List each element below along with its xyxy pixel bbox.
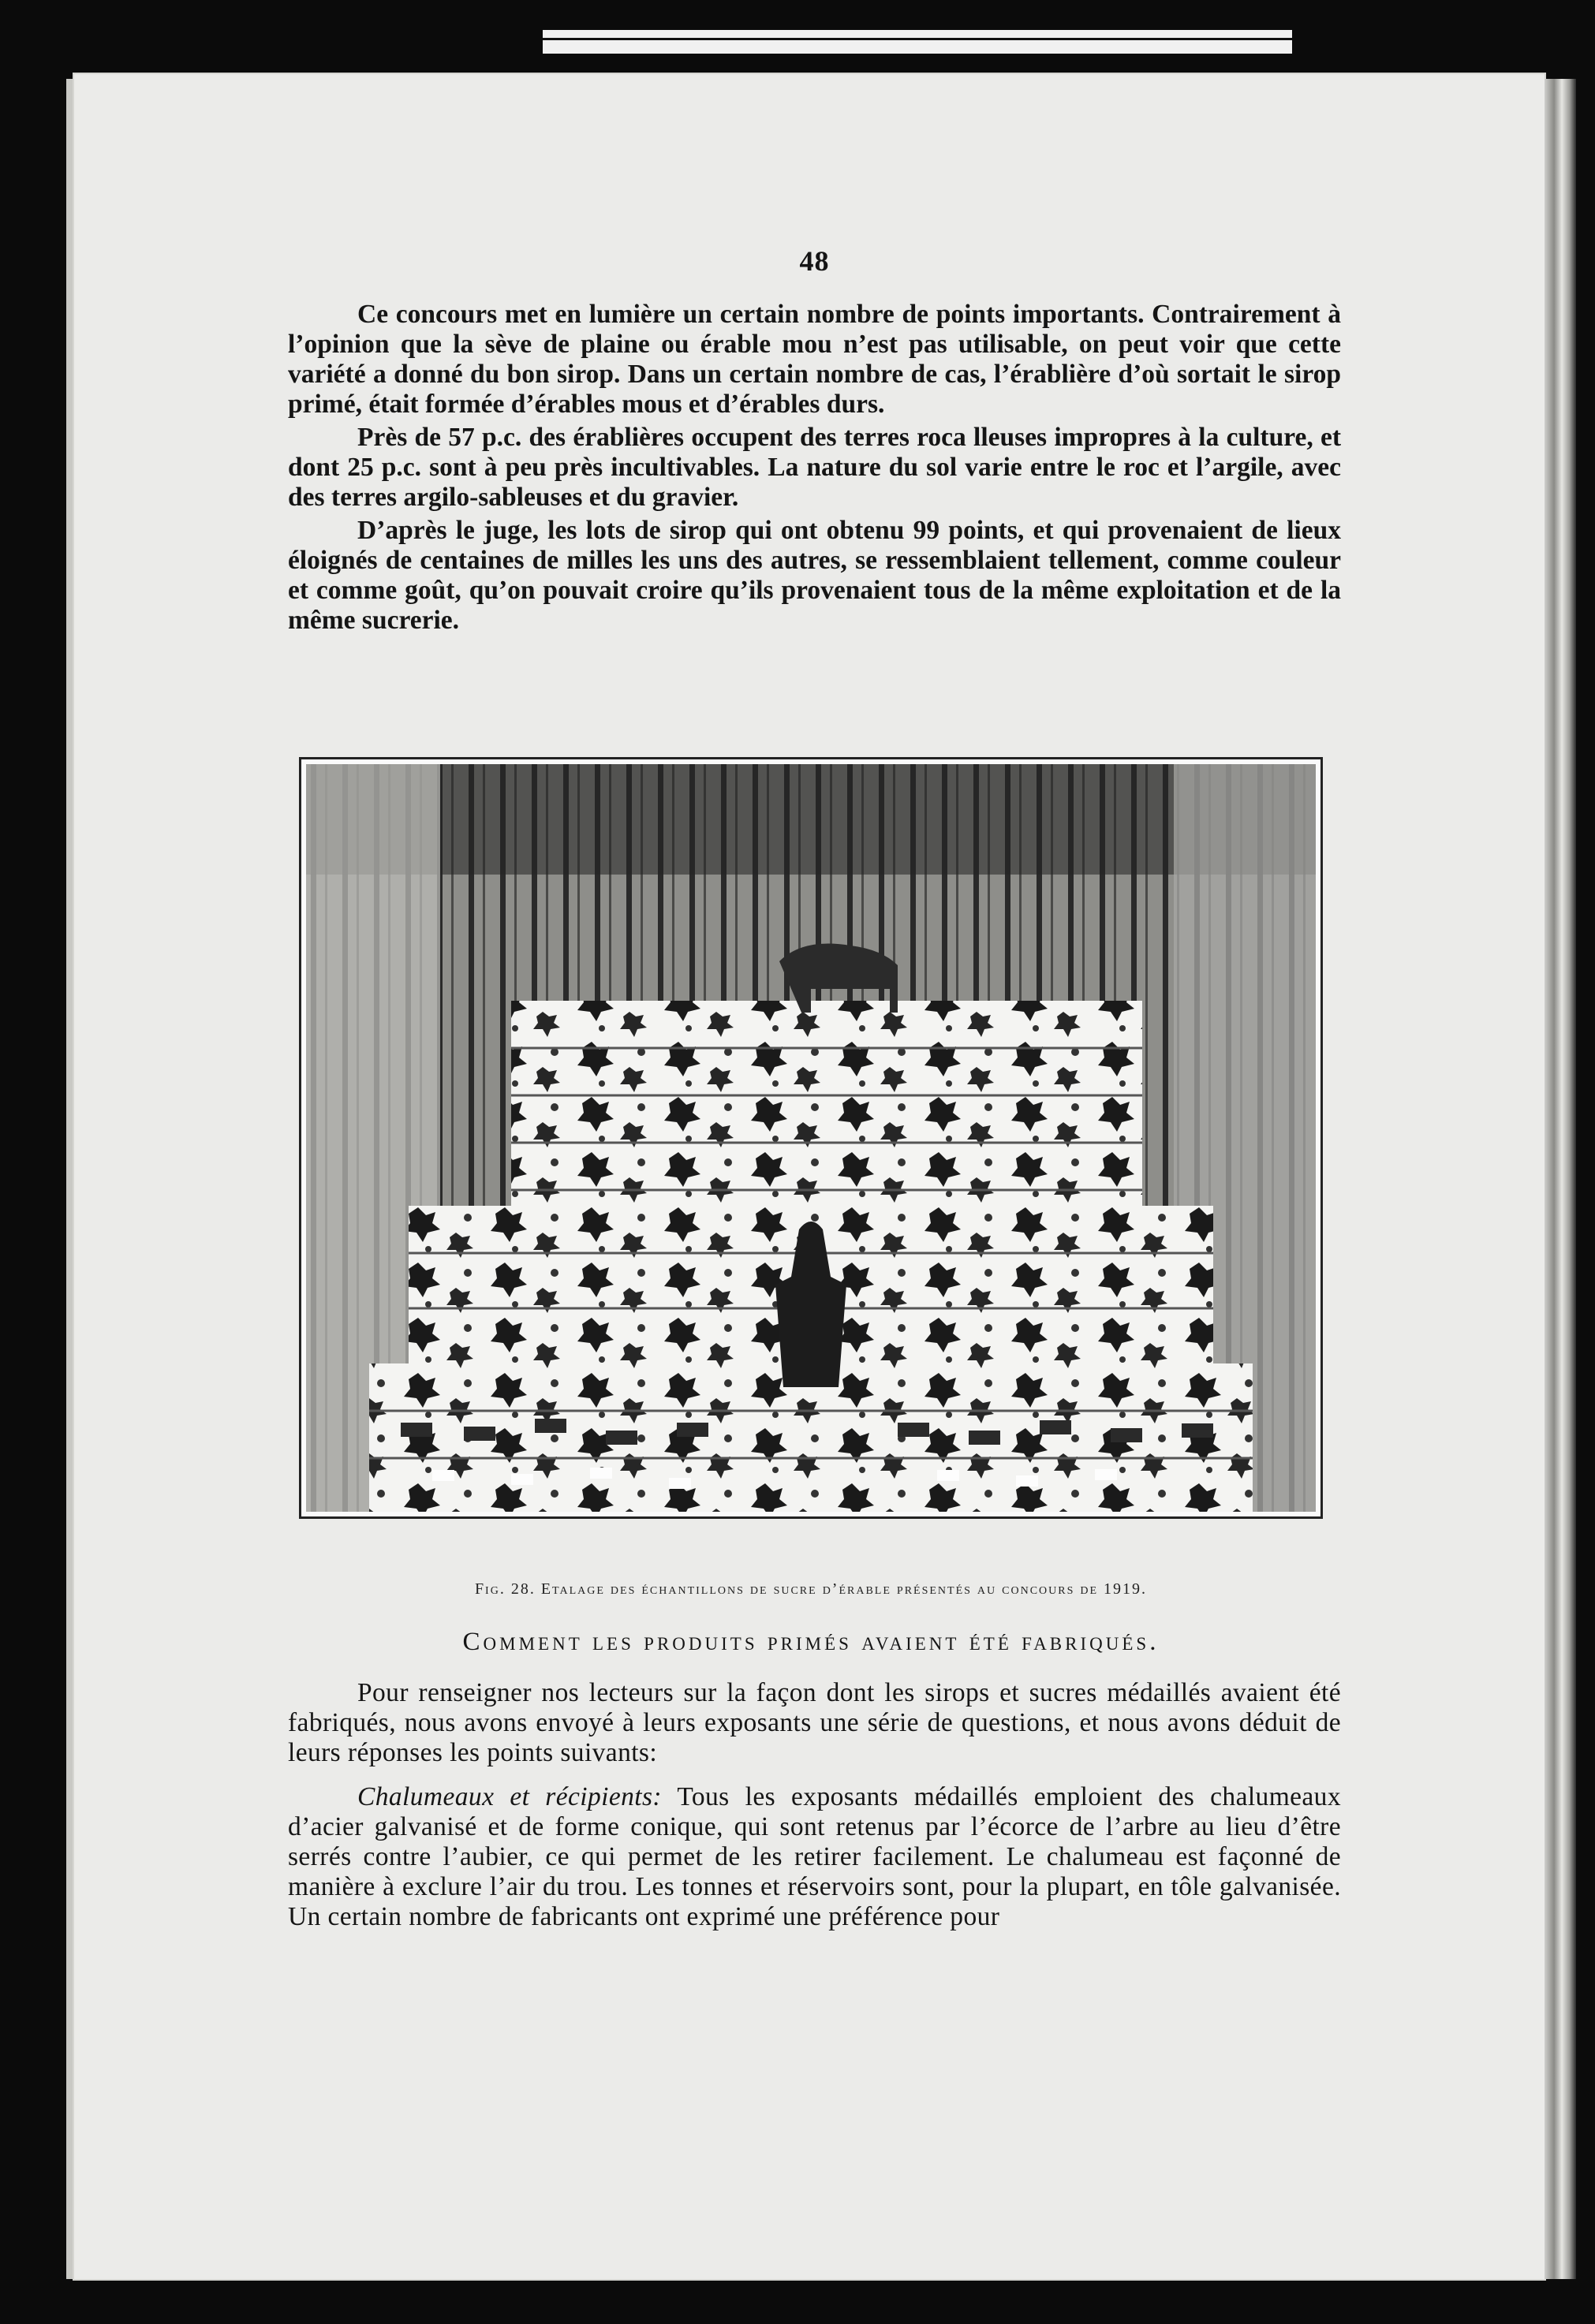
paragraph-2: Près de 57 p.c. des érablières occupent des terres roca lleuses impropres à la culture, et dont 25 p.c. sont à peu près incultivables. La nature du sol varie entre le roc et l’argile, avec des terres argilo-sableuses et du gravier. (288, 423, 1341, 512)
lower-text-block (288, 1678, 1341, 1935)
scan-top-strip (543, 30, 1292, 54)
upper-text-block (288, 244, 1341, 639)
paragraph-1: Ce concours met en lumière un certain nombre de points importants. Contrairement à l’opinion que la sève de plaine ou érable mou n’est pas utilisable, on peut voir que cette variété a donné du bon sirop. Dans un certain nombre de cas, l’érablière d’où sortait le sirop primé, était formée d’érables mous et d’érables durs. (288, 300, 1341, 419)
page-number: 48 (799, 245, 830, 277)
paragraph-5-text: Tous les exposants médaillés emploient des chalumeaux d’acier galvanisé et de forme conique, qui sont retenus par l’écorce de l’arbre au lieu d’être serrés contre l’aubier, ce qui permet de les retirer facilement. Le chalumeau est façonné de manière à exclure l’air du trou. Les tonnes et réservoirs sont, pour la plupart, en tôle galvanisée. Un certain nombre de fabricants ont exprimé une préférence pour (288, 1782, 1341, 1931)
run-in-heading: Chalumeaux et récipients: (357, 1782, 662, 1811)
section-heading: Comment les produits primés avaient été fabriqués. (462, 1628, 1160, 1656)
paragraph-4: Pour renseigner nos lecteurs sur la façon dont les sirops et sucres médaillés avaient été fabriqués, nous avons envoyé à leurs exposants une série de questions, et nous avons déduit de leurs réponses les points suivants: (288, 1678, 1341, 1767)
paragraph-5 (288, 1782, 1341, 1932)
figure-caption: Fig. 28. Etalage des échantillons de sucre d’érable présentés au concours de 1919. (474, 1580, 1148, 1598)
paragraph-3: D’après le juge, les lots de sirop qui ont obtenu 99 points, et qui provenaient de lieux éloignés de centaines de milles les uns des autres, se ressemblaient tellement, comme couleur et comme goût, qu’on pouvait croire qu’ils provenaient tous de la même exploitation et de la même sucrerie. (288, 516, 1341, 635)
book-spine-edge (1545, 79, 1576, 2279)
figure-photo-maple-display (301, 759, 1320, 1516)
maple-sugar-display-photo (306, 764, 1316, 1512)
